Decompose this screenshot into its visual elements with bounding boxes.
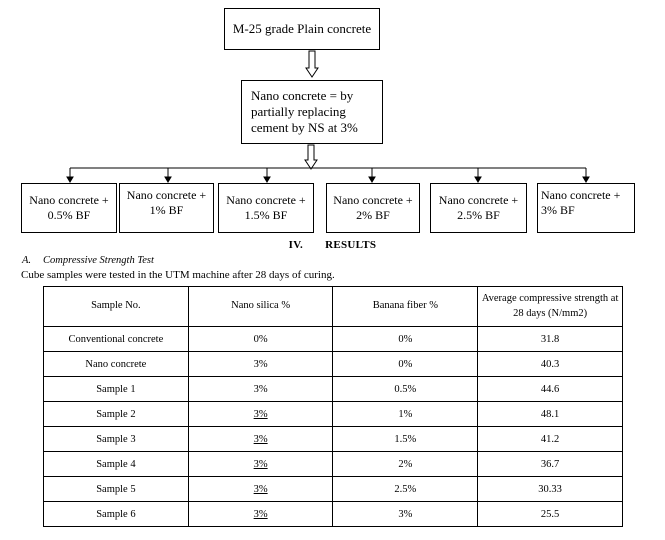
- cell-nano-silica: [188, 477, 333, 502]
- hollow-arrow-2: [305, 145, 317, 169]
- compressive-strength-table: [43, 286, 623, 527]
- variant-box-3-bf: Nano concrete + 3% BF: [537, 183, 635, 233]
- cell-banana-fiber: 0%: [333, 327, 478, 352]
- underlined-value: 3%: [253, 483, 268, 495]
- section-title: RESULTS: [325, 239, 377, 251]
- cell-banana-fiber: 2.5%: [333, 477, 478, 502]
- underlined-value: 3%: [253, 408, 268, 420]
- cell-nano-silica: [188, 452, 333, 477]
- underlined-value: 3%: [253, 433, 268, 445]
- cell-sample: Sample 2: [44, 402, 189, 427]
- cell-nano-silica: 0%: [188, 327, 333, 352]
- cell-strength: 31.8: [478, 327, 623, 352]
- table-row: [44, 402, 623, 427]
- cell-strength: 40.3: [478, 352, 623, 377]
- table-row: [44, 352, 623, 377]
- table-row: [44, 477, 623, 502]
- underlined-value: 3%: [253, 458, 268, 470]
- variant-box-2-5-bf: Nano concrete + 2.5% BF: [430, 183, 527, 233]
- cell-sample: Sample 5: [44, 477, 189, 502]
- header-sample-no: Sample No.: [44, 287, 189, 327]
- table-row: [44, 427, 623, 452]
- cell-strength: 30.33: [478, 477, 623, 502]
- cell-strength: 41.2: [478, 427, 623, 452]
- cell-banana-fiber: 0%: [333, 352, 478, 377]
- table-row: [44, 327, 623, 352]
- table-row: [44, 377, 623, 402]
- cell-sample: Nano concrete: [44, 352, 189, 377]
- cell-sample: Sample 4: [44, 452, 189, 477]
- cell-sample: Conventional concrete: [44, 327, 189, 352]
- branch-arrows: [67, 168, 589, 182]
- cell-strength: 25.5: [478, 502, 623, 527]
- subsection-title: Compressive Strength Test: [43, 255, 154, 266]
- cell-sample: Sample 1: [44, 377, 189, 402]
- subsection-heading: [22, 255, 154, 266]
- cell-banana-fiber: 2%: [333, 452, 478, 477]
- table-row: [44, 452, 623, 477]
- cell-sample: Sample 3: [44, 427, 189, 452]
- cell-nano-silica: 3%: [188, 377, 333, 402]
- section-number: IV.: [288, 239, 304, 251]
- cell-banana-fiber: 3%: [333, 502, 478, 527]
- header-nano-silica: Nano silica %: [188, 287, 333, 327]
- cell-sample: Sample 6: [44, 502, 189, 527]
- variant-box-2-bf: Nano concrete + 2% BF: [326, 183, 420, 233]
- cell-strength: 48.1: [478, 402, 623, 427]
- cell-nano-silica: [188, 402, 333, 427]
- underlined-value: 3%: [253, 508, 268, 520]
- cell-nano-silica: [188, 502, 333, 527]
- intro-paragraph: Cube samples were tested in the UTM machine after 28 days of curing.: [21, 269, 335, 281]
- section-heading: [0, 239, 665, 251]
- cell-banana-fiber: 1.5%: [333, 427, 478, 452]
- table-header-row: [44, 287, 623, 327]
- hollow-arrow-1: [306, 51, 318, 77]
- cell-strength: 36.7: [478, 452, 623, 477]
- subsection-letter: A.: [22, 255, 32, 266]
- cell-strength: 44.6: [478, 377, 623, 402]
- variant-box-0-5-bf: Nano concrete + 0.5% BF: [21, 183, 117, 233]
- cell-nano-silica: [188, 427, 333, 452]
- variant-box-1-bf: Nano concrete + 1% BF: [119, 183, 214, 233]
- variant-box-1-5-bf: Nano concrete + 1.5% BF: [218, 183, 314, 233]
- header-banana-fiber: Banana fiber %: [333, 287, 478, 327]
- cell-banana-fiber: 0.5%: [333, 377, 478, 402]
- cell-banana-fiber: 1%: [333, 402, 478, 427]
- nano-concrete-definition-box: Nano concrete = by partially replacing cement by NS at 3%: [241, 80, 383, 144]
- table-row: [44, 502, 623, 527]
- cell-nano-silica: 3%: [188, 352, 333, 377]
- header-avg-strength: Average compressive strength at 28 days (N/mm2): [478, 287, 623, 327]
- plain-concrete-box: M-25 grade Plain concrete: [224, 8, 380, 50]
